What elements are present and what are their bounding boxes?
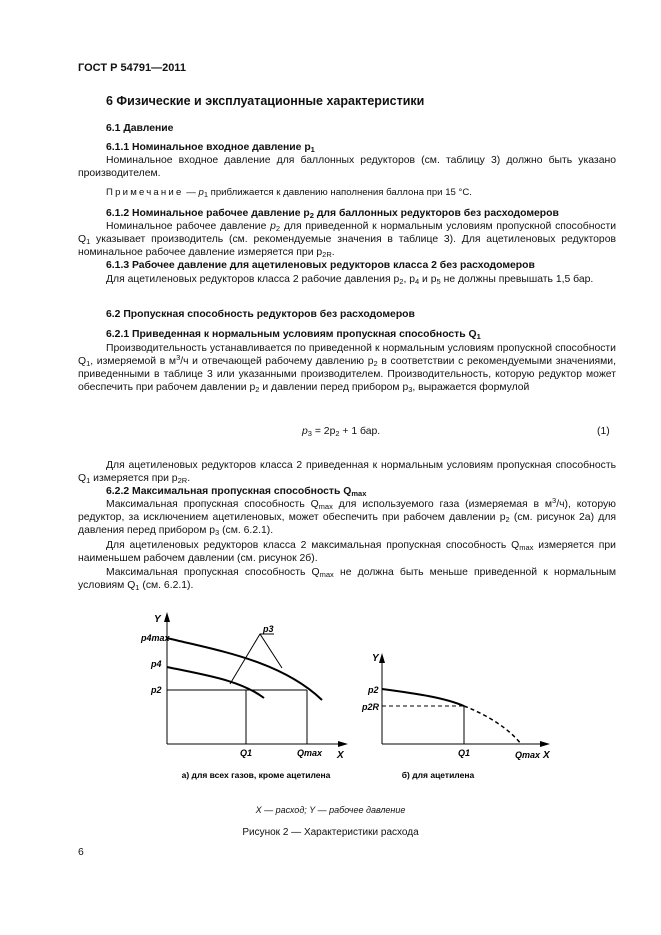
section-6-2-1-title: 6.2.1 Приведенная к нормальным условиям пропускная способность $Q_1$ bbox=[106, 329, 481, 341]
section-6-2-2-min-text: Максимальная пропускная способность $Q_{max}$ не должна быть меньше приведенной к нормальным условиям $Q_1$ (см. 6.2.1). bbox=[78, 567, 616, 592]
section-6-2-1-text: Производительность устанавливается по приведенной к нормальным условиям пропускной способности $Q_1$, измеряемой в $м^3/ч$ и отвечающей рабочему давлению $p_2$ в соответствии с рекомендуемыми значениями, приведенными в таблице 3 или указанными производителем. Производительность, которую редуктор может обеспечить при рабочем давлении $p_2$ и давлении перед прибором $p_3$, выражается формулой bbox=[78, 343, 616, 394]
graph-a-caption: а) для всех газов, кроме ацетилена bbox=[181, 770, 331, 780]
graph-a bbox=[140, 612, 348, 780]
section-6-2-1-acetylene-text: Для ацетиленовых редукторов класса 2 приведенная к нормальным условиям пропускная способность $Q_1$ измеряется при $p_{2R}$. bbox=[78, 460, 616, 485]
graph-b-curve-solid bbox=[382, 689, 464, 706]
graph-a-p4-label: p4 bbox=[151, 659, 162, 669]
figure-2-caption: Рисунок 2 — Характеристики расхода bbox=[242, 827, 419, 838]
section-6-1-3-text: Для ацетиленовых редукторов класса 2 рабочие давления $p_2$, $p_4$ и $p_5$ не должны превышать 1,5 бар. bbox=[106, 274, 594, 286]
graph-a-p3-label: p3 bbox=[263, 624, 274, 634]
section-6-2-title: 6.2 Пропускная способность редукторов без расходомеров bbox=[106, 309, 415, 320]
graph-a-p2-label: p2 bbox=[151, 685, 162, 695]
section-6-1-3-title: 6.1.3 Рабочее давление для ацетиленовых редукторов класса 2 без расходомеров bbox=[106, 260, 535, 271]
graph-a-q1-label: Q1 bbox=[240, 748, 253, 758]
graph-b-curve-dashed bbox=[464, 706, 521, 744]
figure-2 bbox=[0, 600, 661, 800]
graph-b-q1-label: Q1 bbox=[458, 748, 471, 758]
section-6-2-2-acetylene-text: Для ацетиленовых редукторов класса 2 максимальная пропускная способность $Q_{max}$ измеряется при наименьшем рабочем давлении (см. рисунок 2б). bbox=[78, 540, 616, 564]
section-6-1-2-text: Номинальное рабочее давление $p_2$ для приведенной к нормальным условиям пропускной способности $Q_1$ указывает производитель (см. рекомендуемые значения в таблице 3). Для ацетиленовых редукторов номинальное рабочее давление измеряется при $p_{2R}$. bbox=[78, 221, 617, 259]
graph-a-x-arrow bbox=[338, 741, 348, 747]
section-6-title: 6 Физические и эксплуатационные характеристики bbox=[106, 94, 425, 108]
graph-b-caption: б) для ацетилена bbox=[401, 770, 475, 780]
note-6-1-1: Примечание — $p_1$ приближается к давлению наполнения баллона при 15 °С. bbox=[106, 187, 472, 199]
graph-a-x-label: X bbox=[337, 750, 344, 761]
section-6-1-title: 6.1 Давление bbox=[106, 123, 174, 134]
formula-1-number: (1) bbox=[597, 426, 610, 437]
section-6-1-2-title: 6.1.2 Номинальное рабочее давление $p_2$ для баллонных редукторов без расходомеров bbox=[106, 208, 559, 220]
page-number: 6 bbox=[78, 847, 84, 858]
graph-a-curve-p4 bbox=[167, 667, 264, 698]
graph-a-p3-leader-2 bbox=[260, 634, 282, 668]
graph-a-qmax-label: Qmax bbox=[297, 748, 323, 758]
graph-b-x-arrow bbox=[540, 741, 550, 747]
graph-b-y-label: Y bbox=[372, 653, 379, 664]
graph-a-y-arrow bbox=[164, 612, 170, 622]
graph-a-curve-p4max bbox=[167, 638, 322, 700]
graph-a-p3-leader-1 bbox=[230, 634, 274, 684]
section-6-2-2-text: Максимальная пропускная способность $Q_{max}$ для используемого газа (измеряемая в $м^3/ч$), которую редуктор, за исключением ацетиленовых, может обеспечить при рабочем давлении $p_2$ (см. рисунок 2а) для давления перед прибором $p_3$ (см. 6.2.1). bbox=[78, 496, 617, 537]
graph-b-y-arrow bbox=[379, 653, 385, 663]
section-6-1-1-text: Номинальное входное давление для баллонных редукторов (см. таблицу 3) должно быть указано производителем. bbox=[78, 155, 616, 179]
graph-b-p2r-label: p2R bbox=[362, 702, 380, 712]
graph-b-p2-label: p2 bbox=[368, 685, 379, 695]
graph-b bbox=[361, 653, 551, 780]
graph-a-p4max-label: p4max bbox=[141, 633, 170, 643]
formula-1: $p_3 = 2p_2 + 1$ бар. bbox=[302, 426, 381, 438]
graph-b-qmax-label: Qmax bbox=[515, 750, 541, 760]
figure-2-legend: X — расход; Y — рабочее давление bbox=[255, 805, 406, 815]
section-6-2-2-title: 6.2.2 Максимальная пропускная способность $Q_{max}$ bbox=[106, 486, 367, 498]
graph-b-x-label: X bbox=[543, 750, 550, 761]
section-6-1-1-title: 6.1.1 Номинальное входное давление $p_1$ bbox=[106, 142, 315, 154]
graph-a-y-label: Y bbox=[154, 614, 161, 625]
flow-characteristics-diagram bbox=[0, 600, 661, 800]
document-header: ГОСТ Р 54791—2011 bbox=[78, 62, 186, 74]
